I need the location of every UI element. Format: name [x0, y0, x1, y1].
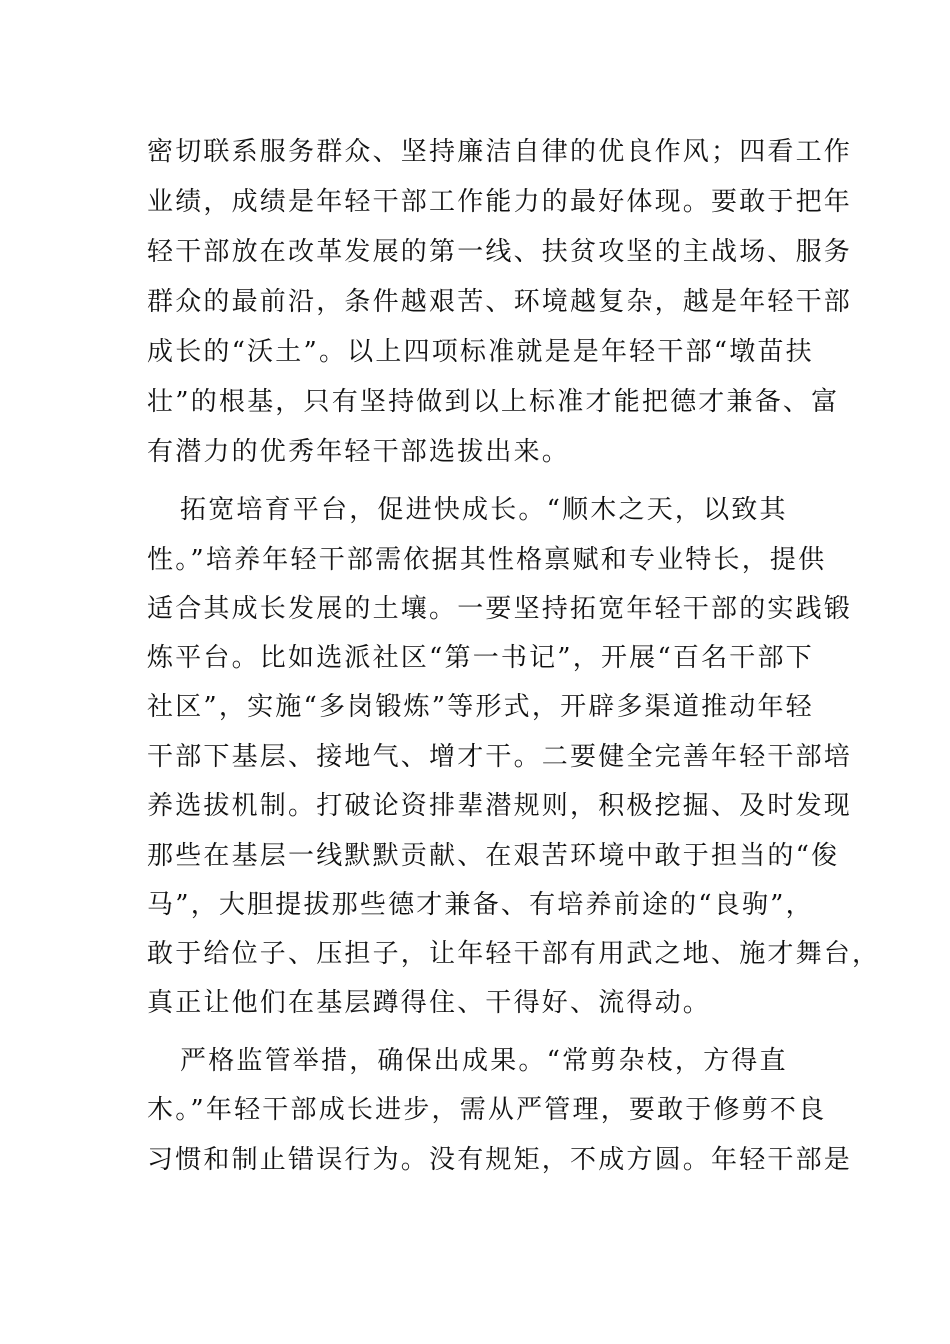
paragraph-line: 轻干部放在改革发展的第一线、扶贫攻坚的主战场、服务: [147, 237, 853, 267]
paragraph-line: 社区”，实施“多岗锻炼”等形式，开辟多渠道推动年轻: [147, 692, 814, 722]
paragraph-line: 马”，大胆提拔那些德才兼备、有培养前途的“良驹”，: [147, 890, 814, 920]
paragraph-line: 干部下基层、接地气、增才干。二要健全完善年轻干部培: [147, 742, 853, 772]
paragraph-line: 群众的最前沿，条件越艰苦、环境越复杂，越是年轻干部: [147, 287, 853, 317]
paragraph-line: 木。”年轻干部成长进步，需从严管理，要敢于修剪不良: [147, 1095, 827, 1125]
paragraph-line: 适合其成长发展的土壤。一要坚持拓宽年轻干部的实践锻: [147, 594, 853, 624]
paragraph-first-line: 严格监管举措，确保出成果。“常剪杂枝，方得直: [180, 1046, 788, 1076]
paragraph-line: 那些在基层一线默默贡献、在艰苦环境中敢于担当的“俊: [147, 841, 840, 871]
paragraph-line: 养选拔机制。打破论资排辈潜规则，积极挖掘、及时发现: [147, 791, 853, 821]
paragraph-line: 壮”的根基，只有坚持做到以上标准才能把德才兼备、富: [147, 387, 840, 417]
paragraph-line: 真正让他们在基层蹲得住、干得好、流得动。: [147, 988, 712, 1018]
paragraph-first-line: 拓宽培育平台，促进快成长。“顺木之天，以致其: [180, 495, 788, 525]
paragraph-line: 业绩，成绩是年轻干部工作能力的最好体现。要敢于把年: [147, 187, 853, 217]
paragraph-line: 炼平台。比如选派社区“第一书记”，开展“百名干部下: [147, 643, 814, 673]
paragraph-line: 习惯和制止错误行为。没有规矩，不成方圆。年轻干部是: [147, 1145, 853, 1175]
paragraph-line: 有潜力的优秀年轻干部选拔出来。: [147, 437, 571, 467]
paragraph-line: 密切联系服务群众、坚持廉洁自律的优良作风；四看工作: [147, 137, 853, 167]
paragraph-line: 性。”培养年轻干部需依据其性格禀赋和专业特长，提供: [147, 545, 827, 575]
paragraph-line: 敢于给位子、压担子，让年轻干部有用武之地、施才舞台，: [147, 939, 881, 969]
paragraph-line: 成长的“沃土”。以上四项标准就是是年轻干部“墩苗扶: [147, 337, 814, 367]
